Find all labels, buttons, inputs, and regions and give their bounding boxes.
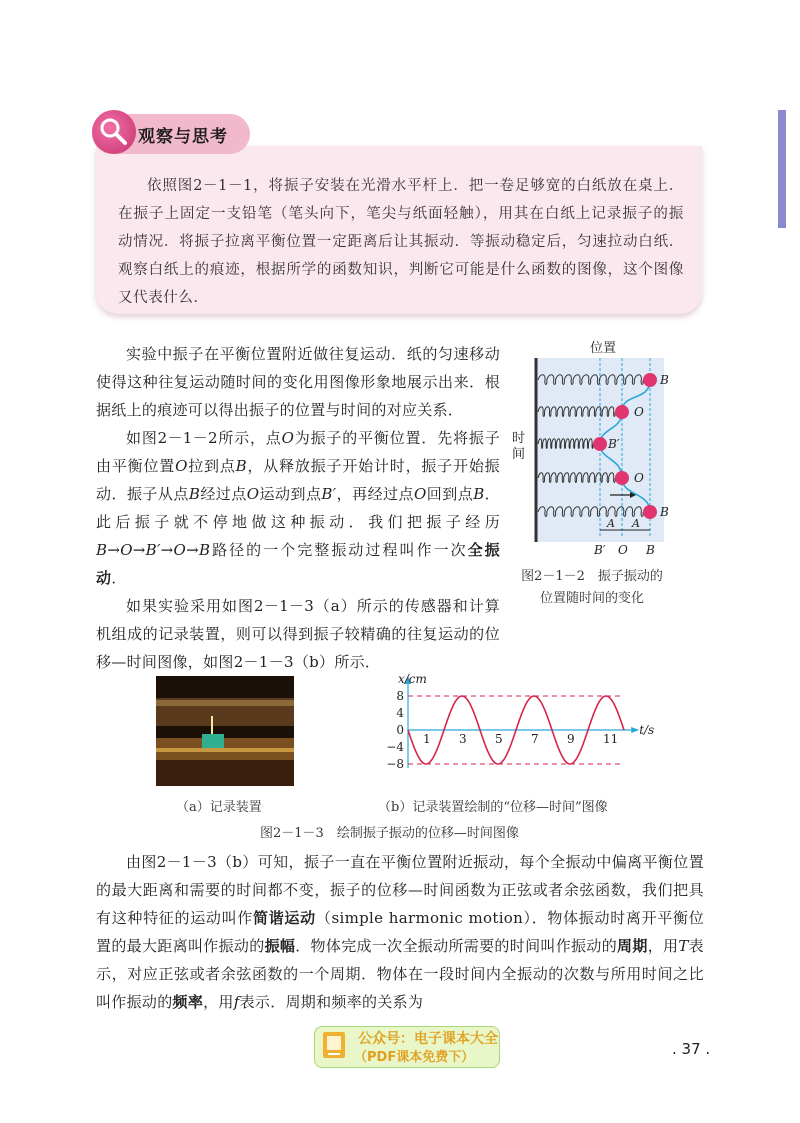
observe-paragraph: 依照图2－1－1，将振子安装在光滑水平杆上．把一卷足够宽的白纸放在桌上．在振子上固定一支铅笔（笔头向下，笔尖与纸面轻触），用其在白纸上记录振子的振动情况．将振子拉离平衡位置一定距离后让其振动．等振动稳定后，匀速拉动白纸．观察白纸上的痕迹，根据所学的函数知识，判断它可能是什么函数的图像，这个图像又代表什么．	[118, 178, 684, 306]
watermark-line-1: 公众号：电子课本大全	[358, 1031, 498, 1047]
body-full-column	[96, 848, 704, 1016]
y-tick-label: 0	[396, 723, 404, 737]
displacement-time-chart	[360, 672, 655, 784]
figure-a-caption: （a）记录装置	[176, 800, 262, 815]
y-tick-label: 8	[396, 689, 404, 703]
fig1-label-B: B	[660, 373, 669, 387]
fig1-title: 位置	[590, 341, 617, 356]
book-icon	[320, 1030, 348, 1062]
x-tick-label: 5	[495, 732, 503, 746]
paragraph-1: 实验中振子在平衡位置附近做往复运动．纸的匀速移动使得这种往复运动随时间的变化用图像形象地展示出来．根据纸上的痕迹可以得出振子的位置与时间的对应关系．	[96, 345, 500, 419]
fig1-label-O: O	[634, 405, 644, 419]
fig1-label-O2: O	[634, 471, 644, 485]
fig1-ylabel-1: 时	[512, 431, 526, 446]
x-tick-label: 9	[567, 732, 575, 746]
fig1-bottom-B: B	[646, 543, 655, 557]
paragraph-3: 如果实验采用如图2－1－3（a）所示的传感器和计算机组成的记录装置，则可以得到振子较精确的往复运动的位移—时间图像，如图2－1－3（b）所示．	[96, 597, 500, 671]
watermark-line-2: （PDF课本免费下）	[354, 1050, 475, 1065]
keyword-period: 周期	[617, 937, 648, 955]
figure-b-caption: （b）记录装置绘制的“位移—时间”图像	[378, 800, 608, 815]
paragraph-4: 由图2－1－3（b）可知，振子一直在平衡位置附近振动，每个全振动中偏离平衡位置的最大距离和需要的时间都不变，振子的位移—时间函数为正弦或者余弦函数，我们把具有这种特征的运动叫作简谐运动（simple harmonic motion）．物体振动时离开平衡位置的最大距离叫作振动的振幅．物体完成一次全振动所需要的时间叫作振动的周期，用T表示，对应正弦或者余弦函数的一个周期．物体在一段时间内全振动的次数与所用时间之比叫作振动的频率，用f表示．周期和频率的关系为	[96, 853, 704, 1011]
observe-title: 观察与思考	[138, 127, 228, 147]
magnifier-icon	[92, 110, 136, 154]
fig1-A1: A	[607, 517, 615, 530]
fig1-bottom-O: O	[618, 543, 628, 557]
x-axis-arrow	[631, 727, 639, 733]
body-left-column	[96, 340, 500, 676]
y-axis-label: x/cm	[398, 672, 427, 686]
x-tick-label: 1	[423, 732, 431, 746]
fig1-label-B2: B	[660, 505, 669, 519]
x-axis-label: t/s	[639, 723, 655, 737]
y-tick-label: 4	[396, 706, 404, 720]
keyword-full-vibration: 全振动	[96, 541, 500, 587]
y-tick-label: −8	[386, 757, 404, 771]
fig1-label-Bp: B′	[608, 437, 620, 451]
fig1-A2: A	[632, 517, 640, 530]
fig1-ball-3	[593, 437, 607, 451]
fig1-caption: 图2－1－2 振子振动的 位置随时间的变化	[521, 569, 663, 606]
figure-2-1-2	[510, 332, 680, 562]
fig1-ball-5	[643, 505, 657, 519]
page-number: . 37 .	[672, 1040, 711, 1058]
fig1-ball-4	[615, 471, 629, 485]
fig1-ball-2	[615, 405, 629, 419]
y-tick-label: −4	[386, 740, 404, 754]
recording-device-photo	[156, 676, 294, 786]
fig1-ball-1	[643, 373, 657, 387]
paragraph-2: 如图2－1－2所示，点O为振子的平衡位置．先将振子由平衡位置O拉到点B，从释放振子开始计时，振子开始振动．振子从点B经过点O运动到点B′，再经过点O回到点B．此后振子就不停地做这种振动．我们把振子经历B→O→B′→O→B路径的一个完整振动过程叫作一次全振动．	[96, 429, 500, 587]
observe-text	[118, 172, 684, 312]
x-tick-label: 11	[603, 732, 619, 746]
fig1-bottom-Bp: B′	[594, 543, 606, 557]
chapter-side-tab	[778, 110, 786, 228]
keyword-frequency: 频率	[172, 993, 204, 1011]
figure-2-1-3-caption: 图2－1－3 绘制振子振动的位移—时间图像	[260, 826, 519, 841]
keyword-shm: 简谐运动	[253, 909, 316, 927]
keyword-amplitude: 振幅	[264, 937, 296, 955]
x-tick-label: 7	[531, 732, 539, 746]
fig1-ylabel-2: 间	[512, 447, 526, 462]
x-tick-label: 3	[459, 732, 467, 746]
